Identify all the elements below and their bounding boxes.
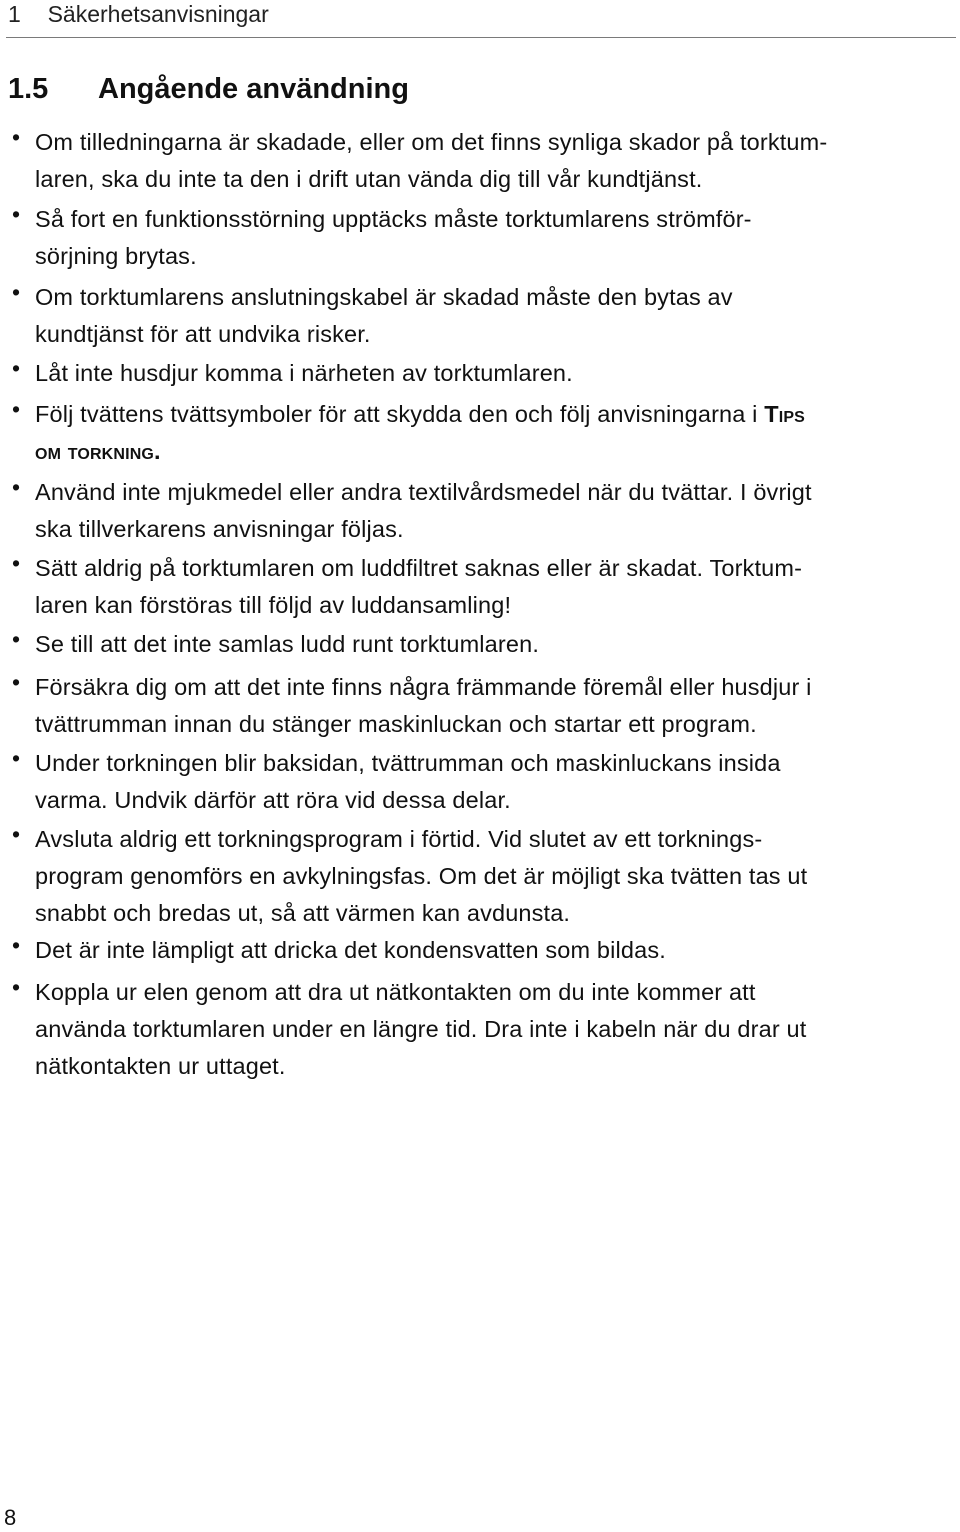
text-line	[35, 433, 955, 470]
text-line: Avsluta aldrig ett torkningsprogram i förtid. Vid slutet av ett torknings-	[35, 826, 763, 852]
text-line: ska tillverkarens anvisningar följas.	[35, 516, 404, 542]
text-line: tvättrumman innan du stänger maskinluckan och startar ett program.	[35, 711, 757, 737]
text-line: laren kan förstöras till följd av luddansamling!	[35, 592, 512, 618]
page-number: 8	[4, 1505, 17, 1530]
bullet: •	[11, 474, 21, 500]
bullet: •	[11, 201, 21, 227]
bullet: •	[11, 669, 21, 695]
text-line	[35, 396, 955, 433]
text-line: snabbt och bredas ut, så att värmen kan avdunsta.	[35, 900, 571, 926]
text-line: sörjning brytas.	[35, 243, 197, 269]
bullet: •	[11, 932, 21, 958]
list-item-text	[35, 932, 955, 969]
text-line: Koppla ur elen genom att dra ut nätkontakten om du inte kommer att	[35, 979, 756, 1005]
text-line: Använd inte mjukmedel eller andra textilvårdsmedel när du tvättar. I övrigt	[35, 479, 812, 505]
bullet: •	[11, 279, 21, 305]
cross-reference: om torkning.	[35, 438, 161, 464]
list-item-text	[35, 745, 955, 819]
text-line: Om torktumlarens anslutningskabel är skadad måste den bytas av	[35, 284, 733, 310]
cross-reference: Tips	[764, 401, 805, 427]
text-fragment: Följ tvättens tvättsymboler för att skydda den och följ anvisningarna i	[35, 401, 765, 427]
list-item-text	[35, 124, 955, 198]
text-line: kundtjänst för att undvika risker.	[35, 321, 371, 347]
section-heading	[8, 71, 409, 107]
header-divider	[6, 37, 956, 38]
text-line: Det är inte lämpligt att dricka det kondensvatten som bildas.	[35, 937, 666, 963]
bullet: •	[11, 974, 21, 1000]
bullet: •	[11, 355, 21, 381]
text-line: Så fort en funktionsstörning upptäcks måste torktumlarens strömför-	[35, 206, 752, 232]
list-item-text	[35, 974, 955, 1085]
section-title: Angående användning	[98, 73, 409, 105]
bullet: •	[11, 626, 21, 652]
text-line: Försäkra dig om att det inte finns några främmande föremål eller husdjur i	[35, 674, 812, 700]
chapter-number: 1	[8, 1, 21, 27]
bullet: •	[11, 550, 21, 576]
text-line: program genomförs en avkylningsfas. Om det är möjligt ska tvätten tas ut	[35, 863, 808, 889]
text-line: Se till att det inte samlas ludd runt torktumlaren.	[35, 631, 539, 657]
text-line: laren, ska du inte ta den i drift utan vända dig till vår kundtjänst.	[35, 166, 703, 192]
section-number: 1.5	[8, 73, 49, 105]
list-item-text	[35, 550, 955, 624]
bullet: •	[11, 745, 21, 771]
running-header	[8, 0, 269, 28]
chapter-title: Säkerhetsanvisningar	[47, 1, 269, 27]
list-item-text	[35, 669, 955, 743]
list-item-text	[35, 396, 955, 470]
text-line: Under torkningen blir baksidan, tvättrumman och maskinluckans insida	[35, 750, 781, 776]
text-line: Låt inte husdjur komma i närheten av torktumlaren.	[35, 360, 573, 386]
text-line: Om tilledningarna är skadade, eller om det finns synliga skador på torktum-	[35, 129, 828, 155]
text-line: Sätt aldrig på torktumlaren om luddfiltret saknas eller är skadat. Torktum-	[35, 555, 803, 581]
list-item-text	[35, 626, 955, 663]
bullet: •	[11, 821, 21, 847]
list-item-text	[35, 355, 955, 392]
bullet: •	[11, 124, 21, 150]
text-line: varma. Undvik därför att röra vid dessa delar.	[35, 787, 511, 813]
text-line: använda torktumlaren under en längre tid. Dra inte i kabeln när du drar ut	[35, 1016, 807, 1042]
list-item-text	[35, 474, 955, 548]
bullet: •	[11, 396, 21, 422]
list-item-text	[35, 821, 955, 932]
list-item-text	[35, 201, 955, 275]
list-item-text	[35, 279, 955, 353]
text-line: nätkontakten ur uttaget.	[35, 1053, 286, 1079]
